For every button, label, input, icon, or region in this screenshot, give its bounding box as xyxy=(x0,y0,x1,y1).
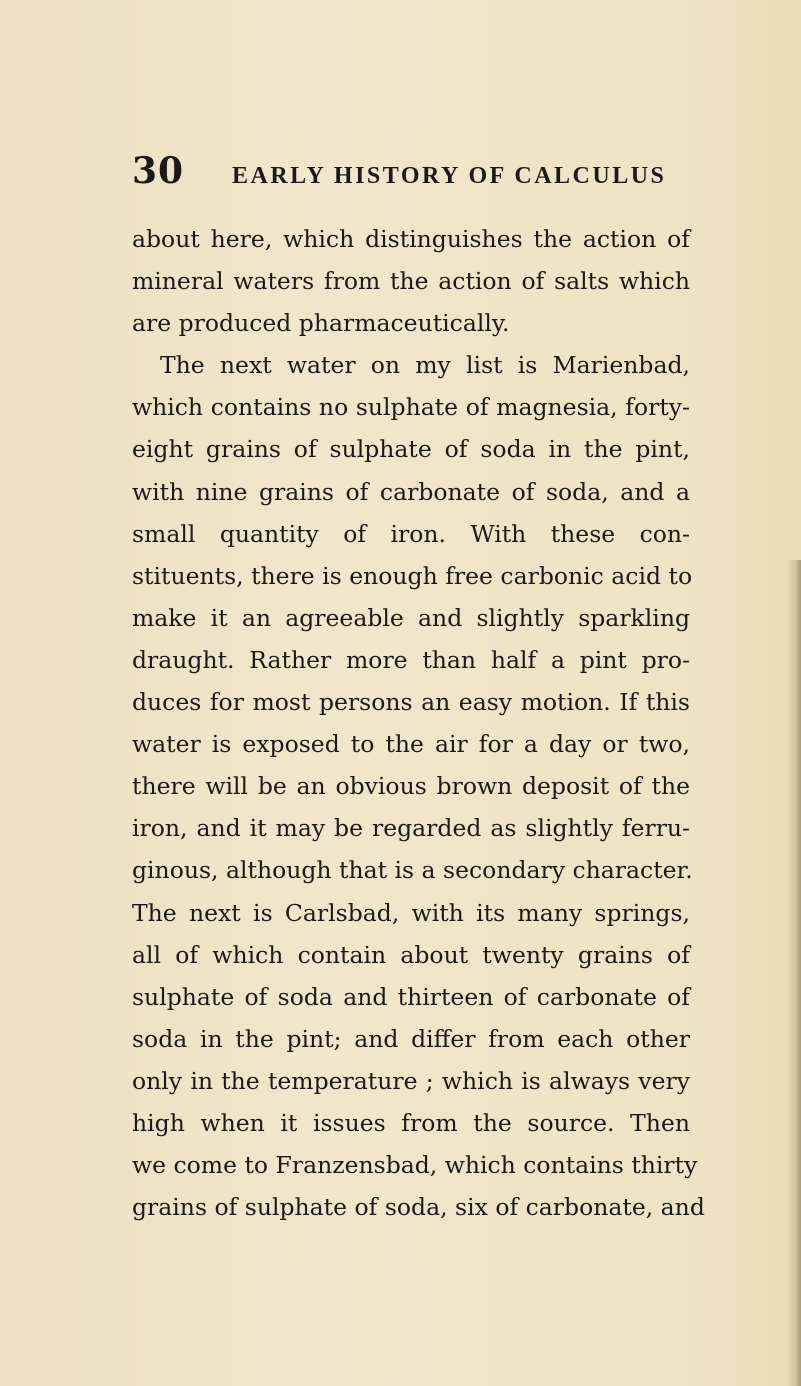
text-line: ginous, although that is a secondary character. xyxy=(132,856,693,885)
body-text xyxy=(132,218,705,1228)
text-line: grains of sulphate of soda, six of carbonate, and xyxy=(132,1193,705,1222)
text-line: stituents, there is enough free carbonic acid to xyxy=(132,561,693,590)
page-number: 30 xyxy=(132,150,185,192)
text-line: there will be an obvious brown deposit of the xyxy=(132,772,690,801)
text-line: make it an agreeable and slightly sparkling xyxy=(132,603,690,632)
text-line: we come to Franzensbad, which contains thirty xyxy=(132,1151,698,1180)
text-line: all of which contain about twenty grains of xyxy=(132,940,690,969)
text-line: about here, which distinguishes the action of xyxy=(132,225,690,253)
page-edge-shadow xyxy=(787,560,801,1386)
text-line: duces for most persons an easy motion. If this xyxy=(132,688,690,717)
text-line: The next water on my list is Marienbad, xyxy=(160,351,690,380)
text-line: mineral waters from the action of salts which xyxy=(132,267,690,296)
text-line: high when it issues from the source. Then xyxy=(132,1108,690,1137)
text-line: with nine grains of carbonate of soda, and a xyxy=(132,477,690,506)
text-line: are produced pharmaceutically. xyxy=(132,309,510,338)
running-head-title: EARLY HISTORY OF CALCULUS xyxy=(232,163,667,189)
text-line: eight grains of sulphate of soda in the pint, xyxy=(132,435,690,464)
text-line: water is exposed to the air for a day or two, xyxy=(132,730,690,759)
running-head xyxy=(132,150,692,200)
text-line: iron, and it may be regarded as slightly ferru- xyxy=(132,814,690,843)
text-line: draught. Rather more than half a pint pro- xyxy=(132,645,690,674)
text-line: The next is Carlsbad, with its many springs, xyxy=(132,898,690,927)
text-line: sulphate of soda and thirteen of carbonate of xyxy=(132,982,690,1011)
text-line: only in the temperature ; which is always very xyxy=(132,1066,690,1095)
text-line: soda in the pint; and differ from each other xyxy=(132,1024,690,1053)
text-line: which contains no sulphate of magnesia, forty- xyxy=(132,393,690,422)
text-line: small quantity of iron. With these con- xyxy=(132,519,690,548)
